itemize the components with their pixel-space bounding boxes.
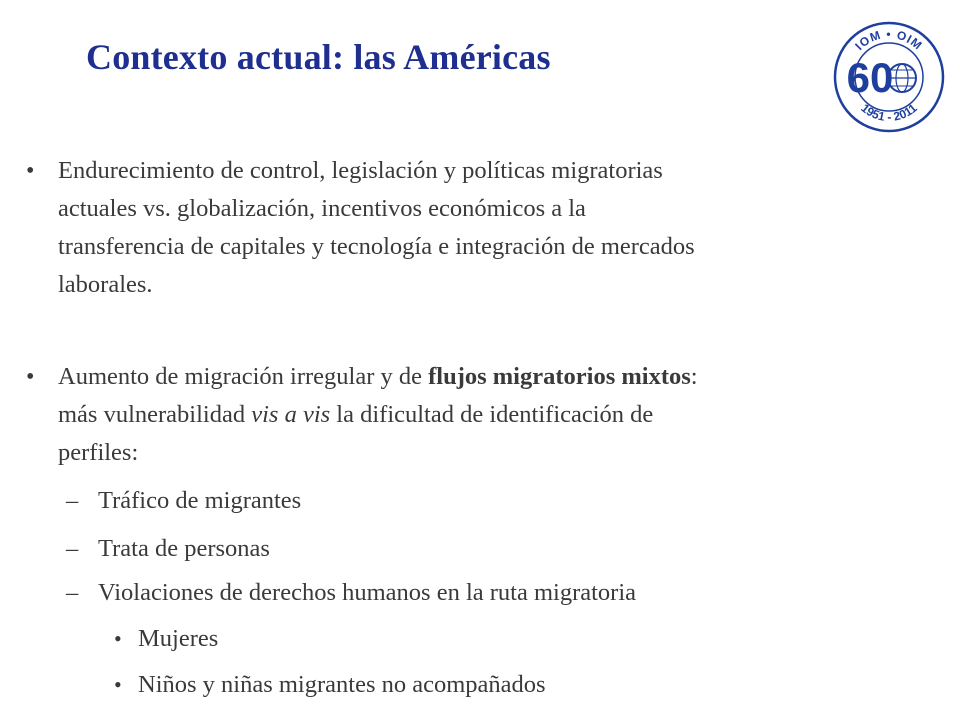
bullet-line: transferencia de capitales y tecnología e integración de mercados (58, 233, 695, 260)
logo-number: 60 (846, 54, 894, 101)
bullet-mark: • (26, 364, 35, 390)
bullet-line: laborales. (58, 271, 153, 298)
slide-title: Contexto actual: las Américas (86, 37, 551, 77)
globe-icon (888, 64, 916, 92)
emphasis-bold: flujos migratorios mixtos (428, 363, 691, 390)
logo-years: 1951 - 2011 (858, 100, 920, 125)
bullet-item-2 (0, 358, 900, 478)
bullet-item-1 (0, 152, 900, 312)
iom-60-anniversary-logo (832, 20, 946, 134)
logo-top-text: IOM • OIM (852, 27, 926, 53)
svg-text:1951 - 2011 (858, 101, 920, 124)
bullet-line: Endurecimiento de control, legislación y políticas migratorias (58, 157, 663, 184)
bullet-mark: • (26, 158, 35, 184)
bullet-line: actuales vs. globalización, incentivos económicos a la (58, 195, 586, 222)
bullet-line: perfiles: (58, 439, 139, 466)
slide: Contexto actual: las Américas IOM • OIM 60 1951 - 2011 • Endurecimiento de control, legislación y políticas migratorias actuales vs. globalización, incentivos económicos a la transferencia de capitales y tecnología e integración de mercados laborales. • Aumento de migración irregular y de flujos migratorios mixtos: más vulnerabilidad vis a vis la dificultad de identificación de perfiles: – Tráfico de migrantes – Trata de personas – Violaciones de derechos humanos en la ruta migratoria • Mujeres • Niños y niñas migrantes no acompañados (0, 0, 960, 720)
emphasis-italic: vis a vis (251, 401, 331, 428)
bullet-line: Aumento de migración irregular y de flujos migratorios mixtos: (58, 363, 698, 390)
bullet-line: más vulnerabilidad vis a vis la dificultad de identificación de (58, 401, 654, 428)
